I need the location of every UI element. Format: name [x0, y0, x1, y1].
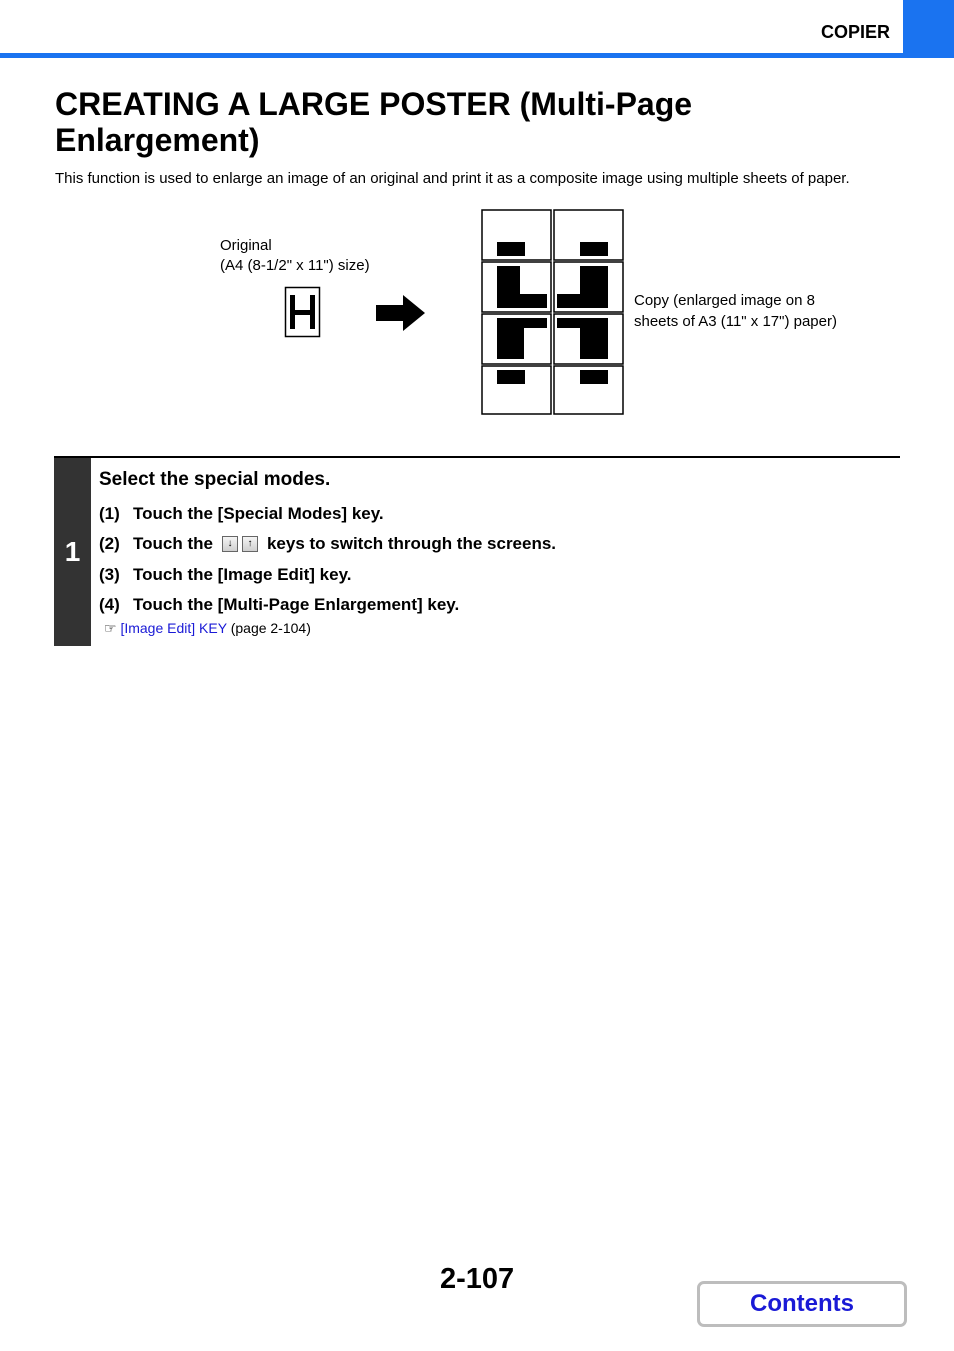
page-title: CREATING A LARGE POSTER (Multi-Page Enlargement): [55, 86, 693, 158]
substep-number: (4): [99, 595, 120, 614]
substep-1: [99, 504, 384, 524]
pointing-hand-icon: ☞: [104, 620, 117, 636]
page-number: 2-107: [440, 1263, 515, 1295]
contents-button[interactable]: Contents: [697, 1281, 907, 1327]
section-label: COPIER: [820, 22, 890, 42]
intro-text: This function is used to enlarge an image of an original and print it as a composite image using multiple sheets of paper.: [55, 170, 850, 187]
substep-text: Touch the [Special Modes] key.: [133, 504, 384, 523]
copy-label-line2: sheets of A3 (11" x 17") paper): [634, 313, 837, 330]
substep-text: Touch the [Multi-Page Enlargement] key.: [133, 595, 460, 614]
step-number: 1: [54, 458, 91, 646]
image-edit-key-link[interactable]: [Image Edit] KEY: [120, 620, 227, 636]
right-arrow-icon: [376, 295, 425, 331]
substep-3: [99, 565, 352, 585]
substep-number: (1): [99, 504, 120, 523]
substep-4: [99, 595, 459, 615]
down-arrow-key-icon[interactable]: ↓: [222, 536, 238, 552]
substep-2: [99, 534, 556, 554]
reference-line: [104, 620, 311, 637]
substep-number: (3): [99, 565, 120, 584]
reference-page: (page 2-104): [230, 620, 311, 636]
up-arrow-key-icon[interactable]: ↑: [242, 536, 258, 552]
copy-label-line1: Copy (enlarged image on 8: [634, 292, 815, 309]
original-label-line1: Original: [220, 237, 272, 254]
substep-text-before: Touch the: [133, 534, 213, 553]
original-label-line2: (A4 (8-1/2" x 11") size): [220, 257, 370, 274]
step-box: [54, 456, 900, 648]
substep-text-after: keys to switch through the screens.: [266, 534, 557, 553]
copy-label: [634, 290, 837, 332]
enlargement-diagram: [0, 0, 954, 430]
substep-text: Touch the [Image Edit] key.: [133, 565, 352, 584]
substep-number: (2): [99, 534, 120, 553]
step-heading: Select the special modes.: [99, 469, 331, 490]
